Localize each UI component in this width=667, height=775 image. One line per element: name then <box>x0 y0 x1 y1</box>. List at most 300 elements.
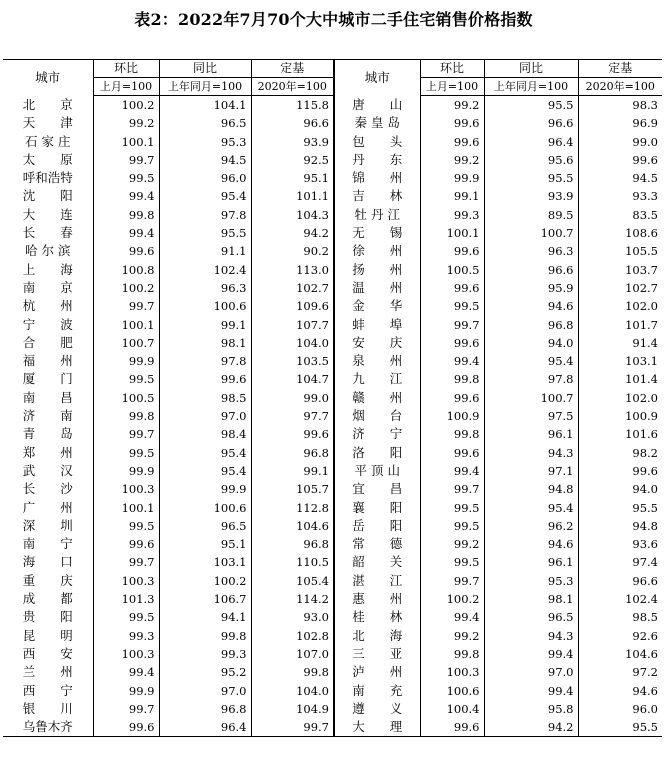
yoy-right-cell: 95.5 <box>484 169 578 187</box>
city-right-cell: 泸 州 <box>334 663 420 681</box>
mom-left-cell: 100.2 <box>93 279 159 297</box>
mom-right-cell: 100.9 <box>420 407 484 425</box>
mom-left-cell: 99.8 <box>93 407 159 425</box>
yoy-left-cell: 102.4 <box>159 261 251 279</box>
mom-right-cell: 99.2 <box>420 151 484 169</box>
city-right-cell: 湛 江 <box>334 572 420 590</box>
city-left-cell: 北 京 <box>22 96 73 112</box>
city-right-cell: 三 亚 <box>334 645 420 663</box>
fixed-right-cell: 96.0 <box>578 700 662 718</box>
mom-left-cell: 99.2 <box>93 114 159 132</box>
mom-right-cell: 99.1 <box>420 187 484 205</box>
mom-left-cell: 100.1 <box>93 316 159 334</box>
mom-left-cell: 100.2 <box>93 96 159 115</box>
city-right-cell: 洛 阳 <box>334 444 420 462</box>
yoy-right-cell: 96.5 <box>484 608 578 626</box>
yoy-left-cell: 96.5 <box>159 114 251 132</box>
yoy-right-cell: 96.8 <box>484 316 578 334</box>
fixed-right-cell: 101.6 <box>578 425 662 443</box>
yoy-left-cell: 96.0 <box>159 169 251 187</box>
yoy-right-cell: 95.3 <box>484 572 578 590</box>
fixed-left-cell: 92.5 <box>251 151 334 169</box>
yoy-left-cell: 98.1 <box>159 334 251 352</box>
yoy-left-cell: 100.6 <box>159 499 251 517</box>
yoy-right-cell: 95.4 <box>484 499 578 517</box>
table-row <box>3 535 662 553</box>
fixed-right-cell: 98.2 <box>578 444 662 462</box>
table-row <box>3 645 662 663</box>
table-row <box>3 352 662 370</box>
table-title: 表2：2022年7月70个大中城市二手住宅销售价格指数 <box>134 10 533 29</box>
fixed-right-cell: 103.7 <box>578 261 662 279</box>
yoy-left-cell: 95.4 <box>159 444 251 462</box>
table-row <box>3 169 662 187</box>
fixed-right-cell: 94.0 <box>578 480 662 498</box>
yoy-right-cell: 96.4 <box>484 133 578 151</box>
city-right-cell: 济 宁 <box>334 425 420 443</box>
table-row <box>3 517 662 535</box>
fixed-right-cell: 105.5 <box>578 242 662 260</box>
yoy-right-cell: 97.0 <box>484 663 578 681</box>
yoy-right-cell: 99.4 <box>484 645 578 663</box>
fixed-right-cell: 108.6 <box>578 224 662 242</box>
city-right-cell: 安 庆 <box>334 334 420 352</box>
mom-right-cell: 99.6 <box>420 718 484 737</box>
yoy-left-cell: 99.3 <box>159 645 251 663</box>
city-left-cell: 沈 阳 <box>22 188 73 204</box>
fixed-right-cell: 101.4 <box>578 370 662 388</box>
fixed-base-right: 2020年=100 <box>578 78 662 96</box>
price-index-table <box>3 59 662 737</box>
table-row <box>3 297 662 315</box>
fixed-right-cell: 83.5 <box>578 206 662 224</box>
mom-right-cell: 99.2 <box>420 627 484 645</box>
mom-right-cell: 100.5 <box>420 261 484 279</box>
city-right-cell: 韶 关 <box>334 553 420 571</box>
mom-left-cell: 99.7 <box>93 700 159 718</box>
mom-left-cell: 99.4 <box>93 187 159 205</box>
fixed-right-cell: 96.6 <box>578 572 662 590</box>
mom-right-cell: 100.1 <box>420 224 484 242</box>
city-left-cell: 太 原 <box>22 151 73 167</box>
city-right-cell: 温 州 <box>334 279 420 297</box>
city-left-cell: 贵 阳 <box>22 609 73 625</box>
city-right-cell: 徐 州 <box>334 242 420 260</box>
table-row <box>3 608 662 626</box>
yoy-right-cell: 97.1 <box>484 462 578 480</box>
fixed-left-cell: 97.7 <box>251 407 334 425</box>
fixed-base-left: 2020年=100 <box>251 78 334 96</box>
mom-left-cell: 99.6 <box>93 535 159 553</box>
table-row <box>3 96 662 115</box>
mom-left-cell: 100.1 <box>93 133 159 151</box>
mom-right-cell: 99.9 <box>420 169 484 187</box>
mom-left-cell: 100.3 <box>93 480 159 498</box>
fixed-left-cell: 102.8 <box>251 627 334 645</box>
city-header-right: 城市 <box>334 60 420 96</box>
yoy-right-cell: 97.5 <box>484 407 578 425</box>
city-right-cell: 赣 州 <box>334 389 420 407</box>
city-right-cell: 蚌 埠 <box>334 316 420 334</box>
mom-right-cell: 99.6 <box>420 242 484 260</box>
city-right-cell: 惠 州 <box>334 590 420 608</box>
fixed-right-cell: 93.6 <box>578 535 662 553</box>
yoy-left-cell: 99.6 <box>159 370 251 388</box>
fixed-left-cell: 95.1 <box>251 169 334 187</box>
fixed-left-cell: 96.8 <box>251 535 334 553</box>
mom-right-cell: 100.2 <box>420 590 484 608</box>
mom-left-cell: 99.5 <box>93 370 159 388</box>
city-left-cell: 长 春 <box>22 225 73 241</box>
mom-right-cell: 99.3 <box>420 206 484 224</box>
yoy-header-right: 同比 <box>484 60 578 78</box>
fixed-right-cell: 93.3 <box>578 187 662 205</box>
mom-left-cell: 100.3 <box>93 645 159 663</box>
city-left-cell: 南 京 <box>22 279 73 295</box>
yoy-left-cell: 96.3 <box>159 279 251 297</box>
mom-right-cell: 99.2 <box>420 535 484 553</box>
mom-right-cell: 100.4 <box>420 700 484 718</box>
mom-right-cell: 99.6 <box>420 444 484 462</box>
mom-header-left: 环比 <box>93 60 159 78</box>
yoy-right-cell: 94.0 <box>484 334 578 352</box>
city-left-cell: 海 口 <box>22 554 73 570</box>
table-body <box>3 96 662 737</box>
fixed-left-cell: 99.6 <box>251 425 334 443</box>
city-left-cell: 郑 州 <box>22 444 73 460</box>
mom-left-cell: 99.5 <box>93 608 159 626</box>
table-row <box>3 444 662 462</box>
fixed-right-cell: 92.6 <box>578 627 662 645</box>
table-row <box>3 407 662 425</box>
mom-right-cell: 99.4 <box>420 608 484 626</box>
table-row <box>3 499 662 517</box>
city-left-cell: 兰 州 <box>22 664 73 680</box>
fixed-left-cell: 109.6 <box>251 297 334 315</box>
fixed-left-cell: 90.2 <box>251 242 334 260</box>
city-right-cell: 唐 山 <box>334 96 420 115</box>
yoy-right-cell: 96.2 <box>484 517 578 535</box>
mom-left-cell: 99.7 <box>93 425 159 443</box>
fixed-left-cell: 114.2 <box>251 590 334 608</box>
yoy-base-left: 上年同月=100 <box>159 78 251 96</box>
city-left-cell: 宁 波 <box>22 316 73 332</box>
yoy-right-cell: 98.1 <box>484 590 578 608</box>
yoy-left-cell: 94.5 <box>159 151 251 169</box>
fixed-left-cell: 96.6 <box>251 114 334 132</box>
fixed-right-cell: 99.6 <box>578 151 662 169</box>
yoy-right-cell: 93.9 <box>484 187 578 205</box>
yoy-left-cell: 99.1 <box>159 316 251 334</box>
mom-left-cell: 99.7 <box>93 297 159 315</box>
yoy-right-cell: 94.3 <box>484 444 578 462</box>
mom-right-cell: 99.7 <box>420 316 484 334</box>
fixed-right-cell: 98.3 <box>578 96 662 115</box>
yoy-base-right: 上年同月=100 <box>484 78 578 96</box>
city-left-cell: 成 都 <box>22 591 73 607</box>
fixed-left-cell: 99.0 <box>251 389 334 407</box>
mom-left-cell: 99.3 <box>93 627 159 645</box>
city-left-cell: 银 川 <box>22 700 73 716</box>
yoy-right-cell: 94.3 <box>484 627 578 645</box>
fixed-left-cell: 102.7 <box>251 279 334 297</box>
yoy-left-cell: 95.5 <box>159 224 251 242</box>
yoy-right-cell: 96.1 <box>484 425 578 443</box>
yoy-left-cell: 95.3 <box>159 133 251 151</box>
mom-right-cell: 99.6 <box>420 114 484 132</box>
table-row <box>3 480 662 498</box>
fixed-right-cell: 94.5 <box>578 169 662 187</box>
yoy-left-cell: 99.9 <box>159 480 251 498</box>
city-left-cell: 长 沙 <box>22 481 73 497</box>
city-right-cell: 南 充 <box>334 682 420 700</box>
yoy-left-cell: 96.5 <box>159 517 251 535</box>
table-row <box>3 114 662 132</box>
fixed-left-cell: 93.0 <box>251 608 334 626</box>
yoy-right-cell: 100.7 <box>484 389 578 407</box>
mom-right-cell: 99.8 <box>420 645 484 663</box>
city-left-cell: 大 连 <box>22 206 73 222</box>
fixed-right-cell: 104.6 <box>578 645 662 663</box>
table-row <box>3 279 662 297</box>
table-row <box>3 700 662 718</box>
yoy-left-cell: 99.8 <box>159 627 251 645</box>
fixed-right-cell: 102.0 <box>578 297 662 315</box>
table-row <box>3 261 662 279</box>
city-right-cell: 常 德 <box>334 535 420 553</box>
table-row <box>3 462 662 480</box>
mom-right-cell: 99.4 <box>420 352 484 370</box>
mom-left-cell: 100.5 <box>93 389 159 407</box>
table-row <box>3 242 662 260</box>
table-row <box>3 425 662 443</box>
yoy-right-cell: 97.8 <box>484 370 578 388</box>
yoy-left-cell: 97.8 <box>159 206 251 224</box>
table-row <box>3 553 662 571</box>
yoy-right-cell: 100.7 <box>484 224 578 242</box>
table-row <box>3 663 662 681</box>
mom-left-cell: 99.5 <box>93 169 159 187</box>
yoy-right-cell: 95.8 <box>484 700 578 718</box>
city-left-cell: 呼和浩特 <box>22 170 73 186</box>
yoy-left-cell: 95.4 <box>159 462 251 480</box>
table-row <box>3 682 662 700</box>
fixed-header-left: 定基 <box>251 60 334 78</box>
city-left-cell: 厦 门 <box>22 371 73 387</box>
city-right-cell: 大 理 <box>334 718 420 737</box>
city-right-cell: 九 江 <box>334 370 420 388</box>
table-row <box>3 224 662 242</box>
mom-right-cell: 99.5 <box>420 499 484 517</box>
mom-left-cell: 99.9 <box>93 682 159 700</box>
fixed-right-cell: 100.9 <box>578 407 662 425</box>
yoy-right-cell: 94.2 <box>484 718 578 737</box>
yoy-right-cell: 95.6 <box>484 151 578 169</box>
fixed-left-cell: 107.0 <box>251 645 334 663</box>
yoy-right-cell: 94.8 <box>484 480 578 498</box>
table-row <box>3 133 662 151</box>
city-left-cell: 哈 尔 滨 <box>25 243 71 259</box>
yoy-left-cell: 100.6 <box>159 297 251 315</box>
city-right-cell: 遵 义 <box>334 700 420 718</box>
city-left-cell: 上 海 <box>22 261 73 277</box>
mom-right-cell: 99.5 <box>420 517 484 535</box>
mom-left-cell: 99.6 <box>93 718 159 737</box>
fixed-right-cell: 97.4 <box>578 553 662 571</box>
yoy-right-cell: 99.4 <box>484 682 578 700</box>
table-row <box>3 334 662 352</box>
city-right-cell: 平 顶 山 <box>334 462 420 480</box>
city-right-cell: 宜 昌 <box>334 480 420 498</box>
city-left-cell: 杭 州 <box>22 298 73 314</box>
city-right-cell: 岳 阳 <box>334 517 420 535</box>
city-left-cell: 石 家 庄 <box>25 133 71 149</box>
fixed-left-cell: 104.0 <box>251 682 334 700</box>
yoy-left-cell: 97.0 <box>159 407 251 425</box>
fixed-left-cell: 104.7 <box>251 370 334 388</box>
city-left-cell: 西 宁 <box>22 682 73 698</box>
mom-left-cell: 99.5 <box>93 444 159 462</box>
city-right-cell: 扬 州 <box>334 261 420 279</box>
yoy-right-cell: 95.9 <box>484 279 578 297</box>
fixed-right-cell: 97.2 <box>578 663 662 681</box>
city-right-cell: 北 海 <box>334 627 420 645</box>
city-right-cell: 金 华 <box>334 297 420 315</box>
fixed-right-cell: 102.4 <box>578 590 662 608</box>
city-right-cell: 襄 阳 <box>334 499 420 517</box>
yoy-left-cell: 104.1 <box>159 96 251 115</box>
mom-left-cell: 99.9 <box>93 352 159 370</box>
city-left-cell: 广 州 <box>22 499 73 515</box>
fixed-right-cell: 99.6 <box>578 462 662 480</box>
mom-right-cell: 99.6 <box>420 334 484 352</box>
city-header-left: 城市 <box>3 60 93 96</box>
fixed-right-cell: 95.5 <box>578 499 662 517</box>
yoy-left-cell: 94.1 <box>159 608 251 626</box>
mom-right-cell: 99.5 <box>420 297 484 315</box>
table-row <box>3 151 662 169</box>
city-right-cell: 包 头 <box>334 133 420 151</box>
table-row <box>3 389 662 407</box>
mom-right-cell: 100.3 <box>420 663 484 681</box>
fixed-left-cell: 99.7 <box>251 718 334 737</box>
fixed-header-right: 定基 <box>578 60 662 78</box>
yoy-left-cell: 95.1 <box>159 535 251 553</box>
fixed-left-cell: 113.0 <box>251 261 334 279</box>
fixed-right-cell: 103.1 <box>578 352 662 370</box>
fixed-left-cell: 96.8 <box>251 444 334 462</box>
table-row <box>3 316 662 334</box>
mom-left-cell: 100.8 <box>93 261 159 279</box>
yoy-right-cell: 96.3 <box>484 242 578 260</box>
mom-left-cell: 99.4 <box>93 663 159 681</box>
city-left-cell: 重 庆 <box>22 572 73 588</box>
yoy-left-cell: 106.7 <box>159 590 251 608</box>
fixed-right-cell: 102.0 <box>578 389 662 407</box>
city-right-cell: 锦 州 <box>334 169 420 187</box>
city-left-cell: 西 安 <box>22 645 73 661</box>
city-left-cell: 天 津 <box>22 115 73 131</box>
mom-right-cell: 99.5 <box>420 553 484 571</box>
mom-right-cell: 99.4 <box>420 462 484 480</box>
mom-left-cell: 99.9 <box>93 462 159 480</box>
yoy-right-cell: 94.6 <box>484 535 578 553</box>
yoy-right-cell: 95.5 <box>484 96 578 115</box>
mom-right-cell: 99.2 <box>420 96 484 115</box>
fixed-left-cell: 99.1 <box>251 462 334 480</box>
city-left-cell: 合 肥 <box>22 334 73 350</box>
yoy-left-cell: 91.1 <box>159 242 251 260</box>
yoy-right-cell: 96.6 <box>484 261 578 279</box>
fixed-right-cell: 94.8 <box>578 517 662 535</box>
table-row <box>3 572 662 590</box>
mom-left-cell: 99.7 <box>93 151 159 169</box>
mom-left-cell: 99.5 <box>93 517 159 535</box>
fixed-right-cell: 101.7 <box>578 316 662 334</box>
city-left-cell: 福 州 <box>22 353 73 369</box>
fixed-left-cell: 104.9 <box>251 700 334 718</box>
fixed-right-cell: 94.6 <box>578 682 662 700</box>
table-row <box>3 718 662 737</box>
yoy-right-cell: 89.5 <box>484 206 578 224</box>
mom-left-cell: 100.7 <box>93 334 159 352</box>
city-left-cell: 乌鲁木齐 <box>3 718 93 737</box>
fixed-left-cell: 93.9 <box>251 133 334 151</box>
mom-right-cell: 99.8 <box>420 370 484 388</box>
table-row <box>3 627 662 645</box>
city-right-cell: 牡 丹 江 <box>334 206 420 224</box>
mom-left-cell: 100.1 <box>93 499 159 517</box>
fixed-left-cell: 105.7 <box>251 480 334 498</box>
mom-right-cell: 99.7 <box>420 480 484 498</box>
yoy-left-cell: 98.4 <box>159 425 251 443</box>
yoy-left-cell: 103.1 <box>159 553 251 571</box>
fixed-right-cell: 99.0 <box>578 133 662 151</box>
mom-base-left: 上月=100 <box>93 78 159 96</box>
yoy-left-cell: 95.2 <box>159 663 251 681</box>
yoy-left-cell: 100.2 <box>159 572 251 590</box>
mom-left-cell: 99.4 <box>93 224 159 242</box>
yoy-left-cell: 98.5 <box>159 389 251 407</box>
mom-right-cell: 99.7 <box>420 572 484 590</box>
city-left-cell: 济 南 <box>22 408 73 424</box>
city-left-cell: 深 圳 <box>22 517 73 533</box>
fixed-left-cell: 115.8 <box>251 96 334 115</box>
mom-left-cell: 99.6 <box>93 242 159 260</box>
city-right-cell: 丹 东 <box>334 151 420 169</box>
yoy-left-cell: 97.0 <box>159 682 251 700</box>
city-right-cell: 无 锡 <box>334 224 420 242</box>
mom-header-right: 环比 <box>420 60 484 78</box>
table-row <box>3 206 662 224</box>
fixed-right-cell: 91.4 <box>578 334 662 352</box>
fixed-left-cell: 105.4 <box>251 572 334 590</box>
fixed-left-cell: 104.0 <box>251 334 334 352</box>
fixed-left-cell: 103.5 <box>251 352 334 370</box>
table-row <box>3 370 662 388</box>
fixed-left-cell: 107.7 <box>251 316 334 334</box>
fixed-right-cell: 98.5 <box>578 608 662 626</box>
fixed-left-cell: 110.5 <box>251 553 334 571</box>
city-left-cell: 南 宁 <box>22 536 73 552</box>
yoy-left-cell: 96.8 <box>159 700 251 718</box>
fixed-right-cell: 95.5 <box>578 718 662 737</box>
city-left-cell: 南 昌 <box>22 389 73 405</box>
fixed-left-cell: 101.1 <box>251 187 334 205</box>
yoy-header-left: 同比 <box>159 60 251 78</box>
mom-right-cell: 99.8 <box>420 425 484 443</box>
mom-left-cell: 101.3 <box>93 590 159 608</box>
